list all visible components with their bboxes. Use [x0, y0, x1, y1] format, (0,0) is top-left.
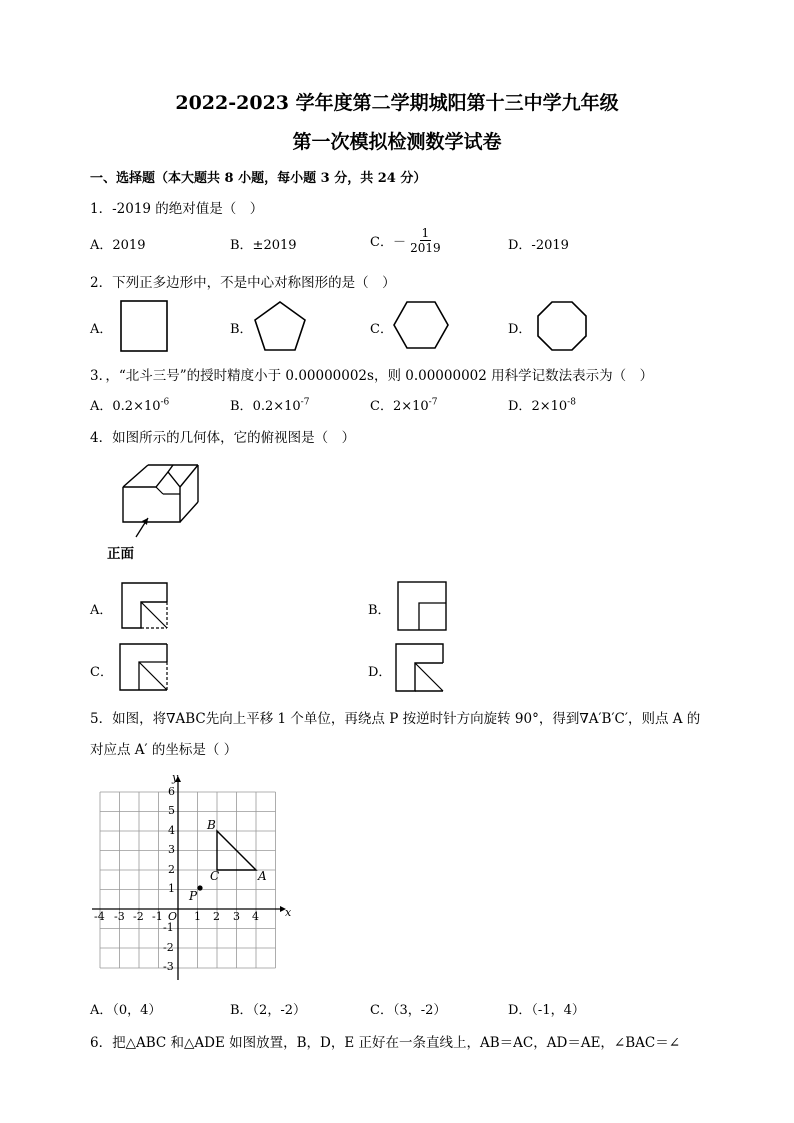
question-3: 3．，“北斗三号”的授时精度小于 0.00000002s，则 0.00000002 用科学记数法表示为（ ）	[90, 368, 654, 384]
q3-option-b-label: B．	[230, 399, 253, 414]
q2-option-b: B．	[230, 322, 253, 337]
q3-option-d-label: D．	[508, 399, 532, 414]
y-tick-label: 3	[168, 843, 175, 856]
x-tick-label: 2	[213, 910, 220, 923]
point-c-label: C	[210, 869, 220, 883]
y-tick-label: 5	[168, 804, 175, 817]
q5-option-b: B．（2，-2）	[230, 1003, 306, 1018]
exam-title-line1: 2022-2023 学年度第二学期城阳第十三中学九年级	[175, 92, 619, 114]
fraction-denominator: 2019	[410, 241, 441, 255]
y-tick-label: -3	[163, 960, 174, 973]
question-5-line1: 5．如图，将∇ABC先向上平移 1 个单位，再绕点 P 按逆时针方向旋转 90°，得到∇A′B′C′，则点 A 的	[90, 711, 701, 727]
x-axis-label: x	[285, 906, 292, 919]
q4-option-a: A．	[90, 603, 113, 618]
x-tick-label: 1	[194, 910, 201, 923]
y-tick-label: 6	[168, 785, 175, 798]
q4-option-c: C．	[90, 665, 113, 680]
point-a-label: A	[258, 869, 267, 883]
q3-option-d-base: 2×10	[531, 399, 568, 414]
question-5-line2: 对应点 A′ 的坐标是（ ）	[90, 742, 238, 758]
section-heading: 一、选择题（本大题共 8 小题，每小题 3 分，共 24 分）	[90, 171, 427, 186]
q5-option-a: A．（0，4）	[90, 1003, 162, 1018]
q4-option-b: B．	[368, 603, 391, 618]
y-axis-label: y	[172, 771, 179, 784]
question-1: 1．-2019 的绝对值是（ ）	[90, 201, 264, 217]
point-b-label: B	[207, 818, 216, 832]
q3-option-a-exponent: -6	[160, 397, 170, 408]
q3-option-a-base: 0.2×10	[112, 399, 161, 414]
q3-option-c-label: C．	[370, 399, 393, 414]
y-tick-label: 1	[168, 882, 175, 895]
q3-option-d-exponent: -8	[567, 397, 576, 408]
q1-option-b: B．±2019	[230, 238, 297, 253]
question-6: 6．把△ABC 和△ADE 如图放置，B，D，E 正好在一条直线上，AB＝AC，AD＝AE，∠BAC＝∠	[90, 1035, 681, 1051]
q1-option-a: A．2019	[90, 238, 146, 253]
y-tick-label: 2	[168, 863, 175, 876]
question-2: 2．下列正多边形中，不是中心对称图形的是（ ）	[90, 275, 396, 291]
q4-option-d: D．	[368, 665, 392, 680]
y-tick-label: 4	[168, 824, 175, 837]
q3-option-c-exponent: -7	[428, 397, 438, 408]
y-tick-label: -2	[163, 941, 174, 954]
q3-option-c-base: 2×10	[392, 399, 429, 414]
y-tick-label: -1	[163, 921, 174, 934]
x-tick-label: -1	[152, 910, 163, 923]
x-tick-label: -2	[133, 910, 144, 923]
front-view-label: 正面	[107, 546, 134, 562]
q3-option-b-exponent: -7	[300, 397, 310, 408]
q5-option-d: D．（-1，4）	[508, 1003, 585, 1018]
q1-option-c-label: C．－	[370, 235, 406, 250]
fraction-numerator: 1	[421, 226, 430, 240]
q3-option-a-label: A．	[90, 399, 113, 414]
origin-label: O	[168, 910, 178, 923]
x-tick-label: 4	[252, 910, 259, 923]
q2-option-d: D．	[508, 322, 532, 337]
x-tick-label: -3	[114, 910, 125, 923]
point-p-label: P	[189, 889, 198, 903]
q2-option-a: A．	[90, 322, 113, 337]
question-4: 4．如图所示的几何体，它的俯视图是（ ）	[90, 430, 356, 446]
x-tick-label: -4	[94, 910, 105, 923]
x-tick-label: 3	[233, 910, 240, 923]
q5-option-c: C．（3，-2）	[370, 1003, 447, 1018]
q2-option-c: C．	[370, 322, 393, 337]
q3-option-b-base: 0.2×10	[252, 399, 301, 414]
q1-option-d: D．-2019	[508, 238, 569, 253]
exam-title-line2: 第一次模拟检测数学试卷	[292, 131, 502, 153]
